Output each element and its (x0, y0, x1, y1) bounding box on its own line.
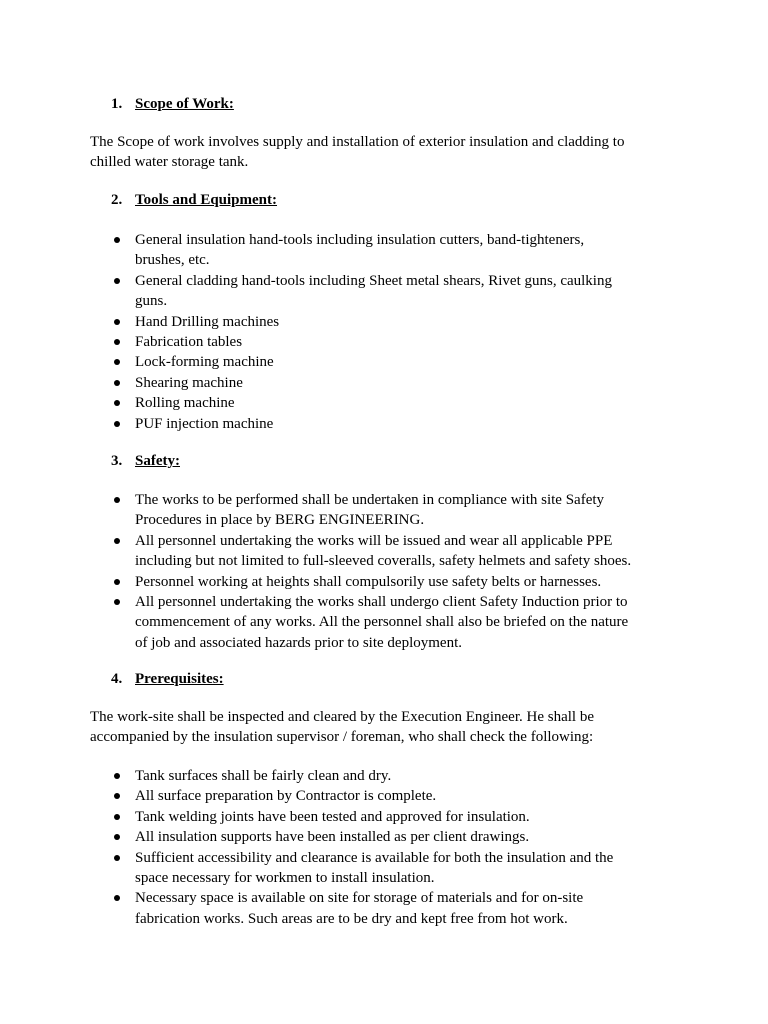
list-item (0, 490, 631, 531)
bullet-icon (114, 814, 120, 820)
list-item-text: Fabrication tables (135, 334, 243, 351)
paragraph-line: The Scope of work involves supply and installation of exterior insulation and cladding to (90, 134, 625, 150)
list-item (0, 786, 613, 806)
bullet-icon (114, 319, 120, 325)
list-item-text: Tank welding joints have been tested and approved for insulation. (135, 808, 530, 825)
prerequisites-paragraph (90, 707, 690, 747)
bullet-icon (114, 237, 120, 243)
list-item-text: brushes, etc. (135, 252, 210, 269)
list-item-text: space necessary for workmen to install insulation. (135, 870, 435, 887)
prerequisites-list (0, 766, 613, 929)
list-item (0, 271, 612, 312)
bullet-icon (114, 497, 120, 503)
section-number: 4. (111, 671, 123, 687)
paragraph-line: The work-site shall be inspected and cleared by the Execution Engineer. He shall be (90, 709, 594, 725)
list-item-text: including but not limited to full-sleeved coveralls, safety helmets and safety shoes. (135, 553, 632, 570)
paragraph-line: accompanied by the insulation supervisor / foreman, who shall check the following: (90, 729, 594, 745)
list-item-text: Procedures in place by BERG ENGINEERING. (135, 512, 425, 529)
list-item-text: Lock-forming machine (135, 354, 274, 371)
bullet-icon (114, 339, 120, 345)
list-item (0, 766, 613, 786)
list-item-text: All insulation supports have been installed as per client drawings. (135, 829, 530, 846)
safety-list (0, 490, 631, 653)
list-item-text: Sufficient accessibility and clearance is available for both the insulation and the (135, 849, 614, 866)
list-item (0, 572, 631, 592)
list-item-text: of job and associated hazards prior to site deployment. (135, 634, 462, 651)
list-item-text: Personnel working at heights shall compulsorily use safety belts or harnesses. (135, 573, 602, 590)
list-item (0, 373, 612, 393)
list-item-text: fabrication works. Such areas are to be dry and kept free from hot work. (135, 910, 568, 927)
list-item-text: Rolling machine (135, 395, 235, 412)
bullet-icon (114, 855, 120, 861)
tools-list (0, 230, 612, 434)
list-item (0, 414, 612, 434)
bullet-icon (114, 773, 120, 779)
bullet-icon (114, 278, 120, 284)
section-title: Scope of Work: (135, 96, 234, 112)
list-item (0, 848, 613, 889)
list-item-text: guns. (135, 293, 168, 310)
section-heading-tools (111, 190, 277, 210)
list-item (0, 393, 612, 413)
list-item-text: The works to be performed shall be undertaken in compliance with site Safety (135, 492, 605, 508)
list-item-text: commencement of any works. All the personnel shall also be briefed on the nature (135, 614, 629, 631)
list-item-text: All personnel undertaking the works will be issued and wear all applicable PPE (135, 532, 613, 549)
list-item (0, 531, 631, 572)
section-heading-prerequisites (111, 669, 224, 689)
section-number: 3. (111, 453, 123, 469)
section-number: 2. (111, 192, 123, 208)
section-title: Tools and Equipment: (135, 192, 278, 208)
list-item-text: Tank surfaces shall be fairly clean and dry. (135, 768, 392, 784)
list-item (0, 827, 613, 847)
bullet-icon (114, 599, 120, 605)
list-item (0, 807, 613, 827)
section-title: Safety: (135, 453, 180, 469)
list-item-text: Shearing machine (135, 374, 243, 391)
bullet-icon (114, 421, 120, 427)
list-item-text: General insulation hand-tools including insulation cutters, band-tighteners, (135, 232, 585, 248)
section-number: 1. (111, 96, 123, 112)
list-item-text: PUF injection machine (135, 415, 274, 432)
list-item (0, 888, 613, 929)
list-item (0, 312, 612, 332)
bullet-icon (114, 895, 120, 901)
bullet-icon (114, 579, 120, 585)
bullet-icon (114, 359, 120, 365)
bullet-icon (114, 380, 120, 386)
bullet-icon (114, 400, 120, 406)
section-title: Prerequisites: (135, 671, 224, 687)
bullet-icon (114, 834, 120, 840)
list-item-text: General cladding hand-tools including Sheet metal shears, Rivet guns, caulking (135, 272, 612, 289)
list-item (0, 592, 631, 653)
list-item-text: All surface preparation by Contractor is complete. (135, 788, 437, 805)
section-heading-safety (111, 451, 180, 471)
list-item-text: Necessary space is available on site for storage of materials and for on-site (135, 890, 584, 907)
paragraph-line: chilled water storage tank. (90, 154, 249, 170)
scope-paragraph (90, 132, 690, 172)
list-item (0, 332, 612, 352)
list-item (0, 352, 612, 372)
list-item-text: Hand Drilling machines (135, 313, 280, 330)
bullet-icon (114, 538, 120, 544)
list-item-text: All personnel undertaking the works shall undergo client Safety Induction prior to (135, 594, 628, 611)
bullet-icon (114, 793, 120, 799)
list-item (0, 230, 612, 271)
section-heading-scope (111, 94, 234, 114)
